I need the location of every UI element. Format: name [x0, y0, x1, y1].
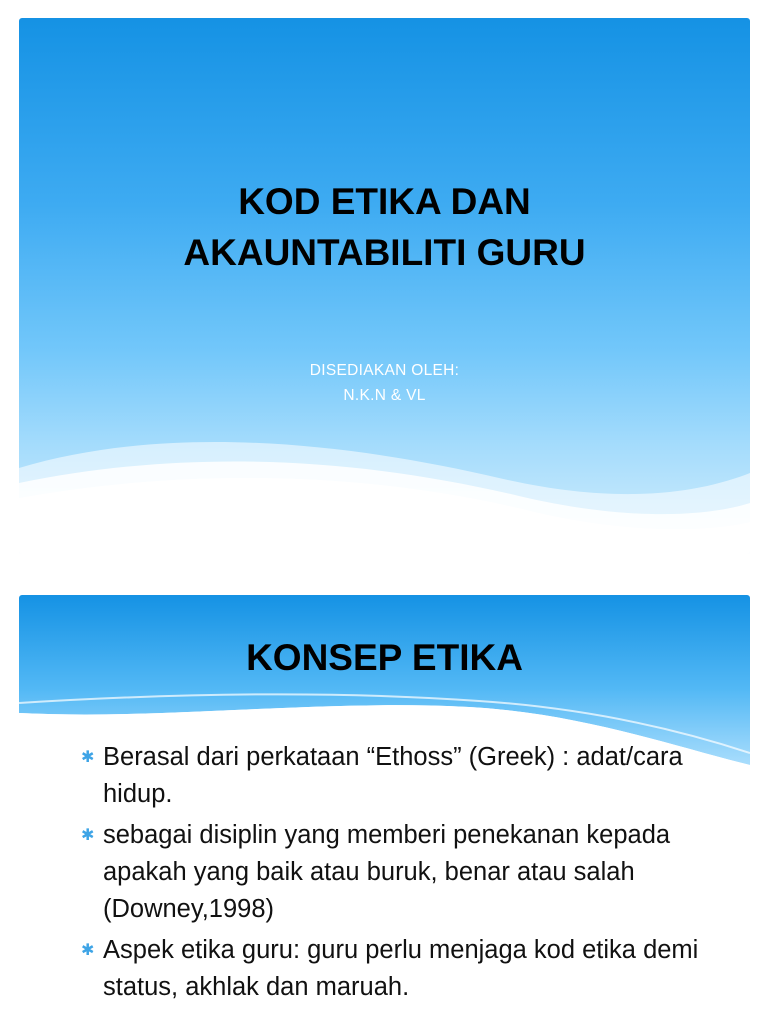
list-item [81, 739, 701, 813]
content-slide [19, 595, 750, 1024]
slide-title [19, 176, 750, 278]
wave-decoration [19, 418, 750, 554]
title-line: AKAUNTABILITI GURU [183, 232, 586, 273]
bullet-text: sebagai disiplin yang memberi penekanan kepada apakah yang baik atau buruk, benar atau salah (Downey,1998) [103, 821, 671, 923]
subtitle-line: DISEDIAKAN OLEH: [309, 362, 460, 379]
list-item [81, 932, 701, 1006]
slide-subtitle [19, 358, 750, 408]
asterisk-icon: ✱ [81, 942, 95, 959]
asterisk-icon: ✱ [81, 827, 95, 844]
bullet-text: Aspek etika guru: guru perlu menjaga kod etika demi status, akhlak dan maruah. [103, 936, 699, 1001]
slide-title: KONSEP ETIKA [246, 637, 523, 678]
title-slide [19, 18, 750, 554]
title-line: KOD ETIKA DAN [238, 181, 531, 222]
bullet-text: Berasal dari perkataan “Ethoss” (Greek) : adat/cara hidup. [103, 743, 683, 808]
asterisk-icon: ✱ [81, 749, 95, 766]
bullet-list [81, 739, 701, 1010]
subtitle-line: N.K.N & VL [343, 387, 426, 404]
list-item [81, 817, 701, 928]
